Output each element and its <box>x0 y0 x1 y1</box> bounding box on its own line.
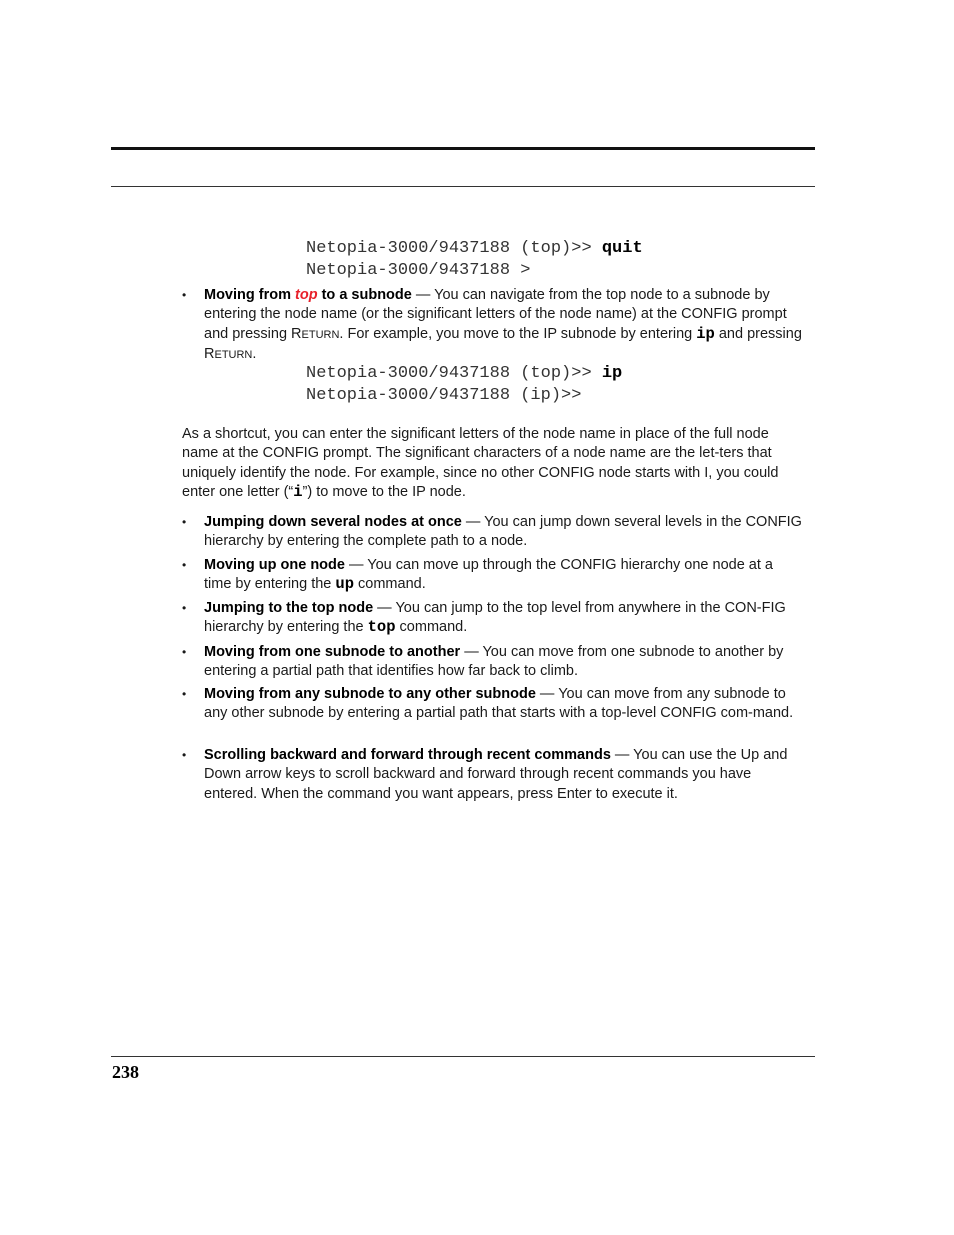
bullet-text <box>204 286 802 366</box>
bullet-move-up <box>182 556 802 595</box>
bullet-jump-down <box>182 513 802 552</box>
term-suffix: to a subnode <box>317 287 412 303</box>
command-letter-i: i <box>293 483 303 502</box>
bullet-dot: • <box>182 288 187 302</box>
header-rule-thick <box>111 147 815 150</box>
body-text: command. <box>395 619 468 636</box>
bullet-text <box>204 513 802 552</box>
term: Moving up one node <box>204 557 345 573</box>
code-command-ip: ip <box>601 364 623 383</box>
body-text: — You can move up through the CONFIG hierarchy one node at a time by entering the <box>204 557 773 593</box>
code-command-quit: quit <box>601 239 643 258</box>
code-block-ip <box>306 363 622 407</box>
bullet-dot: • <box>182 645 187 659</box>
key-return: ETURN <box>301 328 340 341</box>
bullet-dot: • <box>182 687 187 701</box>
bullet-dot: • <box>182 601 187 615</box>
body-text: ”) to move to the IP node. <box>302 484 466 501</box>
body-text: . <box>252 346 257 363</box>
term: Jumping to the top node <box>204 600 374 616</box>
body-text: and pressing R <box>204 325 802 363</box>
bullet-jump-top <box>182 599 802 638</box>
page-number: 238 <box>112 1062 139 1082</box>
body-text: — You can move from any subnode to any other subnode by entering a partial path that starts with a top-level CONFIG com-mand. <box>204 686 794 722</box>
body-text: command. <box>354 576 426 593</box>
header-rule-thin <box>111 186 815 187</box>
term-prefix: Moving from <box>204 287 296 303</box>
shortcut-paragraph <box>182 425 802 503</box>
term: Scrolling backward and forward through recent commands <box>204 747 611 763</box>
key-return: ETURN <box>214 349 253 362</box>
body-text: — You can jump to the top level from anywhere in the CON-FIG hierarchy by entering the <box>204 600 786 636</box>
bullet-dot: • <box>182 558 187 572</box>
body-text: — You can move from one subnode to another by entering a partial path that identifies how far back to climb. <box>204 644 784 680</box>
command-top: top <box>367 618 396 637</box>
bullet-text <box>204 685 802 724</box>
term: Moving from any subnode to any other subnode <box>204 686 536 702</box>
code-line-prompt: Netopia-3000/9437188 (top)>> <box>306 364 602 383</box>
body-text: — You can jump down several levels in the CONFIG hierarchy by entering the complete path to a node. <box>204 514 802 550</box>
command-ip: ip <box>696 324 715 343</box>
bullet-top-to-subnode <box>182 286 802 366</box>
code-line-result: Netopia-3000/9437188 (ip)>> <box>306 386 582 405</box>
code-line-result: Netopia-3000/9437188 > <box>306 261 531 280</box>
bullet-text <box>204 599 802 638</box>
body-text: As a shortcut, you can enter the significant letters of the node name in place of the full node name at the CONFIG prompt. The significant characters of a node name are the let-ters that uniquely identify the node. For example, since no other CONFIG node starts with I, you could enter one letter (“ <box>182 426 779 501</box>
bullet-text <box>204 643 802 682</box>
bullet-one-to-another <box>182 643 802 682</box>
bullet-scrolling <box>182 746 802 804</box>
body-text: — You can use the Up and Down arrow keys to scroll backward and forward through recent commands you have entered. When the command you want appears, press Enter to execute it. <box>204 747 788 802</box>
code-line-prompt: Netopia-3000/9437188 (top)>> <box>306 239 602 258</box>
term: Jumping down several nodes at once <box>204 514 462 530</box>
code-block-quit <box>306 238 643 282</box>
body-text: . For example, you move to the IP subnode by entering <box>339 325 697 342</box>
footer-rule <box>111 1056 815 1057</box>
command-up: up <box>335 575 354 594</box>
bullet-dot: • <box>182 748 187 762</box>
bullet-any-to-any <box>182 685 802 724</box>
bullet-text <box>204 556 802 595</box>
term: Moving from one subnode to another <box>204 644 461 660</box>
bullet-text <box>204 746 802 804</box>
bullet-dot: • <box>182 515 187 529</box>
body-text: — You can navigate from the top node to a subnode by entering the node name (or the significant letters of the node name) at the CONFIG prompt and pressing R <box>204 287 787 342</box>
term-top-link[interactable]: top <box>295 287 318 303</box>
